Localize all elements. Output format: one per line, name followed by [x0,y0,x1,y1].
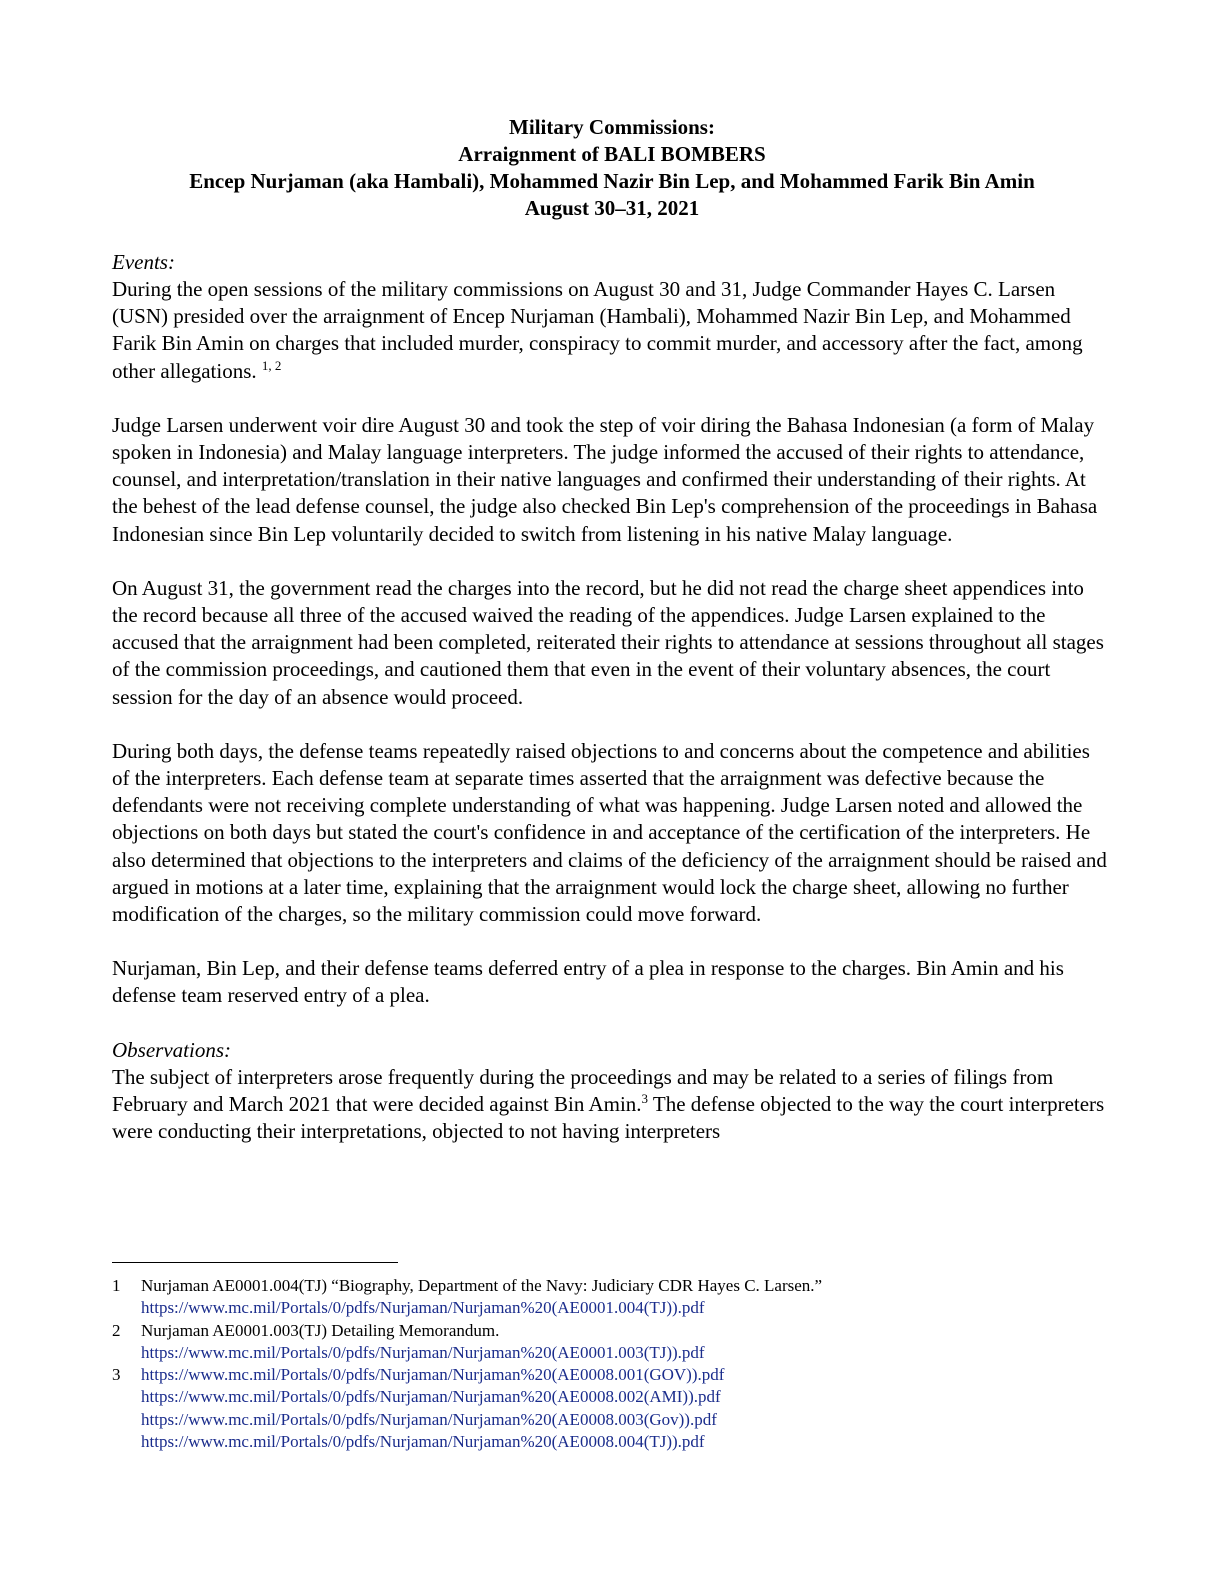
title-line-4: August 30–31, 2021 [524,196,700,220]
title-line-2: Arraignment of BALI BOMBERS [458,142,766,166]
footnote-2 [112,1320,1112,1365]
footnote-text: Nurjaman AE0001.004(TJ) “Biography, Department of the Navy: Judiciary CDR Hayes C. Larsen.” [141,1276,823,1295]
events-paragraph-1 [112,276,1112,385]
events-paragraph-3: On August 31, the government read the charges into the record, but he did not read the charge sheet appendices into the record because all three of the accused waived the reading of the appendices. Judge Larsen explained to the accused that the arraignment had been completed, reiterated their rights to attendance at sessions throughout all stages of the commission proceedings, and cautioned them that even in the event of their voluntary absences, the court session for the day of an absence would proceed. [112,575,1104,709]
footnote-number: 3 [112,1365,121,1385]
observations-paragraph-1-text-b: The defense objected to the way the court interpreters were conducting their interpretations, objected to not having interpreters [112,1091,1105,1144]
document-page [112,114,1112,1145]
footnote-link[interactable]: https://www.mc.mil/Portals/0/pdfs/Nurjaman/Nurjaman%20(AE0008.003(Gov)).pdf [141,1409,717,1429]
events-paragraph-2: Judge Larsen underwent voir dire August 30 and took the step of voir diring the Bahasa Indonesian (a form of Malay spoken in Indonesia) and Malay language interpreters. The judge informed the accused of their rights to attendance, counsel, and interpretation/translation in their native languages and confirmed their understanding of their rights. At the behest of the lead defense counsel, the judge also checked Bin Lep's comprehension of the proceedings in Bahasa Indonesian since Bin Lep voluntarily decided to switch from listening in his native Malay language. [112,412,1098,546]
footnote-link[interactable]: https://www.mc.mil/Portals/0/pdfs/Nurjaman/Nurjaman%20(AE0008.001(GOV)).pdf [141,1365,725,1385]
footnote-separator [112,1262,398,1263]
footnote-link[interactable]: https://www.mc.mil/Portals/0/pdfs/Nurjaman/Nurjaman%20(AE0008.004(TJ)).pdf [141,1432,705,1452]
observations-heading: Observations: [112,1037,231,1062]
events-paragraph-5: Nurjaman, Bin Lep, and their defense teams deferred entry of a plea in response to the charges. Bin Amin and his defense team reserved entry of a plea. [112,956,1064,1008]
footnotes [112,1275,1112,1453]
observations-paragraph-1-text-a: The subject of interpreters arose frequently during the proceedings and may be related to a series of filings from February and March 2021 that were decided against Bin Amin. [112,1064,1054,1116]
document-title [112,114,1112,222]
title-line-3: Encep Nurjaman (aka Hambali), Mohammed Nazir Bin Lep, and Mohammed Farik Bin Amin [189,169,1035,193]
footnote-3 [112,1364,1112,1453]
footnote-number: 2 [112,1320,121,1340]
footnote-ref-3[interactable]: 3 [641,1090,649,1106]
footnote-link[interactable]: https://www.mc.mil/Portals/0/pdfs/Nurjaman/Nurjaman%20(AE0001.004(TJ)).pdf [141,1298,705,1318]
observations-paragraph-1 [112,1064,1112,1146]
title-line-1: Military Commissions: [509,115,715,139]
footnote-1 [112,1275,1112,1320]
footnote-link[interactable]: https://www.mc.mil/Portals/0/pdfs/Nurjaman/Nurjaman%20(AE0008.002(AMI)).pdf [141,1387,721,1407]
events-heading: Events: [112,250,175,274]
events-paragraph-4: During both days, the defense teams repeatedly raised objections to and concerns about the competence and abilities of the interpreters. Each defense team at separate times asserted that the arraignment was defective because the defendants were not receiving complete understanding of what was happening. Judge Larsen noted and allowed the objections on both days but stated the court's confidence in and acceptance of the certification of the interpreters. He also determined that objections to the interpreters and claims of the deficiency of the arraignment should be raised and argued in motions at a later time, explaining that the arraignment would lock the charge sheet, allowing no further modification of the charges, so the military commission could move forward. [112,738,1107,927]
footnote-number: 1 [112,1276,121,1295]
events-paragraph-1-text: During the open sessions of the military commissions on August 30 and 31, Judge Commander Hayes C. Larsen (USN) presided over the arraignment of Encep Nurjaman (Hambali), Mohammed Nazir Bin Lep, and Mohammed Farik Bin Amin on charges that included murder, conspiracy to commit murder, and accessory after the fact, among other allegations. [112,277,1083,383]
footnote-text: Nurjaman AE0001.003(TJ) Detailing Memorandum. [141,1320,500,1340]
footnote-link[interactable]: https://www.mc.mil/Portals/0/pdfs/Nurjaman/Nurjaman%20(AE0001.003(TJ)).pdf [141,1342,705,1362]
footnote-ref-1-2[interactable]: 1, 2 [261,357,282,373]
